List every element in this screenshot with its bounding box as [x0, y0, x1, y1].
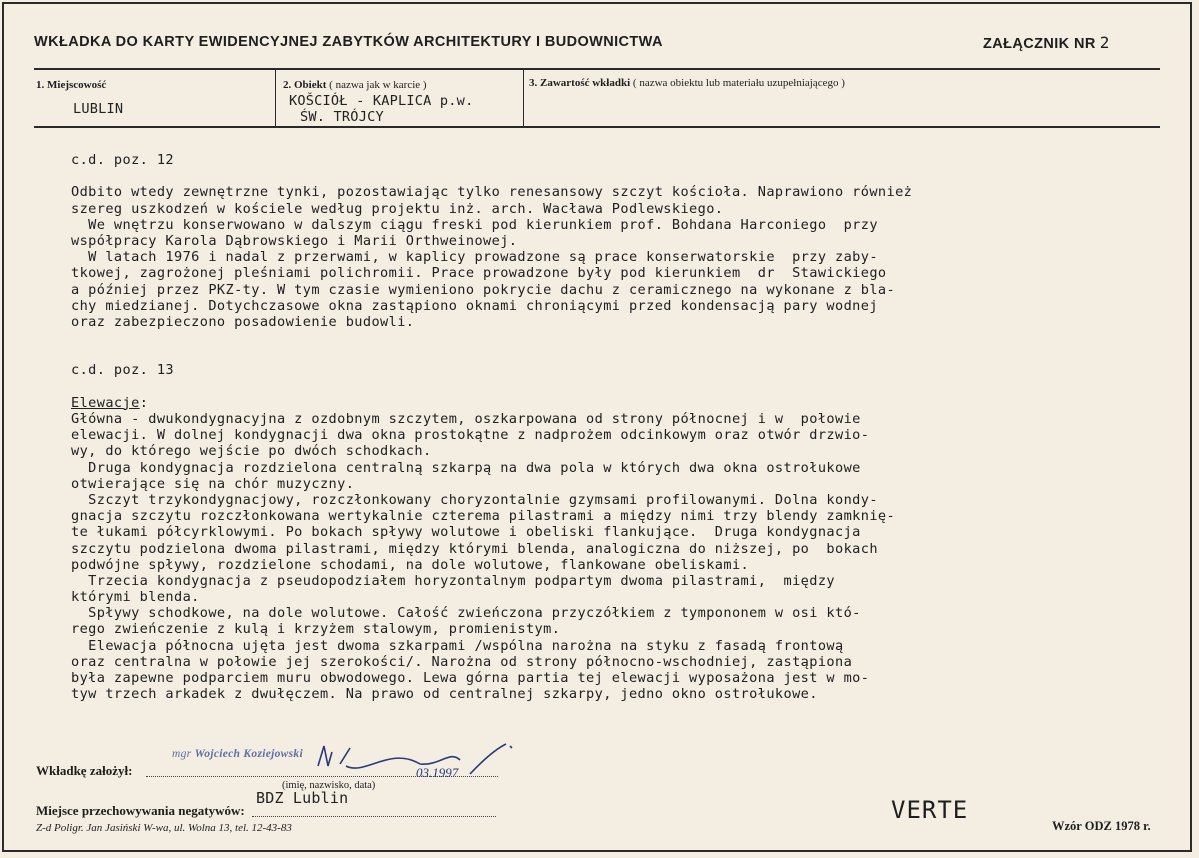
text-line: te łukami półcyrklowymi. Po bokach spływy wolutowe i obeliski flankujące. Druga kondygnacja — [71, 524, 861, 541]
text-line: szczytu podzielona dwoma pilastrami, między którymi blenda, analogiczna do niższej, po bokach — [71, 540, 878, 557]
text-line: Elewacja północna ujęta jest dwoma szkarpami /wspólna narożna na styku z fasadą frontową — [71, 637, 844, 654]
text-line: Spływy schodkowe, na dole wolutowe. Całość zwieńczona przyczółkiem z tympononem w osi któ- — [71, 605, 861, 622]
verte-note: VERTE — [891, 796, 969, 824]
text-line: oraz zabezpieczono posadowienie budowli. — [71, 313, 415, 330]
locality-value: LUBLIN — [73, 101, 124, 117]
text-line: elewacji. W dolnej kondygnacji dwa okna prostokątne z nadprożem odcinkowym oraz otwór drzwio- — [71, 427, 870, 444]
elevations-subheading — [71, 395, 912, 411]
annex-label-text: ZAŁĄCZNIK NR — [983, 36, 1096, 52]
text-line: Szczyt trzykondygnacjowy, rozczłonkowany choryzontalnie gzymsami profilowanymi. Dolna kondy- — [71, 491, 878, 508]
text-line: była zapewne podparciem muru obwodowego. Lewa górna partia tej elewacji wyposażona jest w mo- — [71, 670, 870, 686]
object-label-hint: ( nazwa jak w karcie ) — [329, 79, 427, 91]
prepared-by-hint: (imię, nazwisko, data) — [282, 780, 376, 791]
field-divider-2 — [523, 69, 524, 127]
text-line: otwierające się na chór muzyczny. — [71, 475, 355, 492]
text-line: W latach 1976 i nadal z przerwami, w kaplicy prowadzone są prace konserwatorskie przy zaby- — [71, 249, 878, 266]
object-label — [283, 79, 427, 91]
content-label-text: 3. Zawartość wkładki — [529, 77, 631, 89]
text-line: We wnętrzu konserwowano w dalszym ciągu freski pod kierunkiem prof. Bohdana Harconiego przy — [71, 216, 878, 233]
text-line: współpracy Karola Dąbrowskiego i Marii Orthweinowej. — [71, 232, 518, 249]
author-stamp — [172, 748, 303, 760]
prepared-by-label: Wkładkę założył: — [36, 763, 133, 778]
text-line: którymi blenda. — [71, 589, 200, 606]
negatives-value: BDZ Lublin — [256, 789, 349, 807]
text-line: chy miedzianej. Dotychczasowe okna zastąpiono oknami chroniącymi przed kondensacją pary wodnej — [71, 297, 878, 314]
text-line: rego zwieńczenie z kulą i krzyżem stalowym, promienistym. — [71, 621, 561, 638]
section-heading: c.d. poz. 12 — [71, 152, 175, 168]
annex-label — [983, 33, 1110, 52]
text-line: podwójne spływy, rozdzielone schodami, na dole wolutowe, flankowane obeliskami. — [71, 556, 750, 573]
field-divider-1 — [275, 69, 276, 127]
text-line: szereg uszkodzeń w kościele według projektu inż. arch. Wacława Podlewskiego. — [71, 200, 724, 217]
annex-number: 2 — [1099, 33, 1110, 52]
object-value-line-1: KOŠCIÓŁ - KAPLICA p.w. — [289, 93, 474, 109]
field-row-top-rule — [34, 68, 1160, 70]
field-row-bottom-rule — [34, 126, 1160, 128]
section-heading: c.d. poz. 13 — [71, 362, 175, 379]
text-line: a później przez PKZ-ty. W tym czasie wymieniono pokrycie dachu z ceramicznego na wykonane z bla- — [71, 281, 896, 298]
locality-label: 1. Miejscowość — [36, 79, 107, 91]
text-line: Odbito wtedy zewnętrzne tynki, pozostawiając tylko renesansowy szczyt kościoła. Naprawiono również — [71, 184, 913, 201]
text-line: wy, do którego wejście po dwóch schodkach. — [71, 443, 432, 460]
section-1-text — [71, 184, 912, 330]
typed-body — [71, 152, 912, 702]
section-2-text — [71, 411, 912, 702]
object-label-text: 2. Obiekt — [283, 79, 327, 91]
object-value-line-2: ŚW. TRÓJCY — [300, 109, 384, 125]
text-line: tyw trzech arkadek z dwułęczem. Na prawo od centralnej szkarpy, jedno okno ostrołukowe. — [71, 686, 818, 703]
handwritten-signature — [310, 736, 520, 784]
form-model: Wzór ODZ 1978 r. — [1052, 819, 1151, 833]
author-stamp-prefix: mgr — [172, 748, 192, 760]
negatives-label: Miejsce przechowywania negatywów: — [36, 803, 245, 818]
text-line: Główna - dwukondygnacyjna z ozdobnym szczytem, oszkarpowana od strony północnej i w połowie — [71, 411, 861, 427]
text-line: Druga kondygnacja rozdzielona centralną szkarpą na dwa pola w których dwa okna ostrołukowe — [71, 459, 861, 476]
elevations-subheading-text: Elewacje — [71, 394, 140, 411]
content-label — [529, 77, 845, 89]
content-label-hint: ( nazwa obiektu lub materiału uzupełniającego ) — [632, 77, 845, 89]
negatives-dotted-line — [252, 816, 496, 817]
elevations-subheading-colon: : — [139, 394, 149, 411]
printer-imprint: Z-d Poligr. Jan Jasiński W-wa, ul. Wolna 13, tel. 12-43-83 — [36, 822, 292, 834]
form-title: WKŁADKA DO KARTY EWIDENCYJNEJ ZABYTKÓW ARCHITEKTURY I BUDOWNICTWA — [34, 34, 663, 50]
text-line: gnacja szczytu rozczłonkowana wertykalnie czterema pilastrami a między nimi trzy blendy zamknię- — [71, 508, 896, 525]
author-stamp-name: Wojciech Koziejowski — [194, 748, 303, 760]
signature-date: 03.1997 — [416, 765, 459, 780]
text-line: oraz centralna w połowie jej szerokości/. Narożna od strony północno-wschodniej, zastąpiona — [71, 653, 853, 670]
text-line: tkowej, zagrożonej pleśniami polichromii. Prace prowadzone były pod kierunkiem dr Stawickiego — [71, 265, 887, 282]
text-line: Trzecia kondygnacja z pseudopodziałem horyzontalnym podpartym dwoma pilastrami, między — [71, 572, 835, 589]
